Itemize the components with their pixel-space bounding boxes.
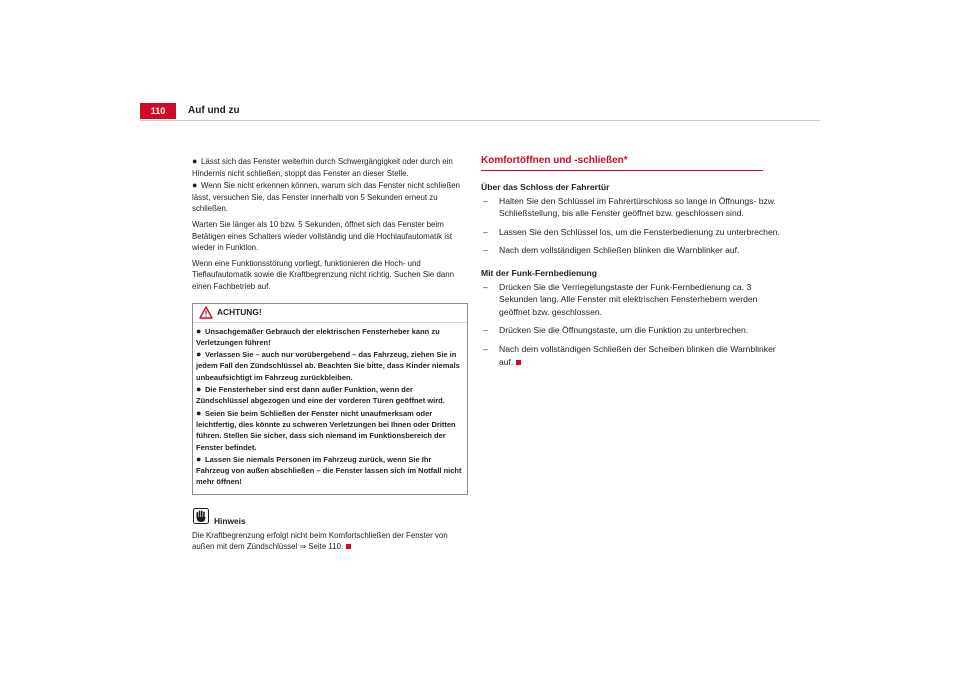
chapter-title: Auf und zu: [188, 105, 240, 116]
bullet-icon: ●: [196, 453, 202, 464]
note-hand-icon: [193, 508, 209, 524]
list-item: ● Unsachgemäßer Gebrauch der elektrischen Fensterheber kann zu Verletzungen führen!: [196, 325, 440, 347]
list-item: – Drücken Sie die Verriegelungstaste der Funk-Fernbedienung ca. 3 Sekunden lang. Alle Fenster mit elektrischen Fensterhebern werden geöffnet bzw. geschlossen.: [483, 281, 758, 317]
list-item: ● Wenn Sie nicht erkennen können, warum sich das Fenster nicht schließen lässt, versuchen Sie, das Fenster innerhalb von 5 Sekunden erneut zu schließen.: [192, 180, 461, 214]
list-item: – Drücken Sie die Öffnungstaste, um die Funktion zu unterbrechen.: [483, 325, 749, 336]
list-item: ● Verlassen Sie – auch nur vorübergehend – das Fahrzeug, ziehen Sie in jedem Fall den Zündschlüssel ab. Beachten Sie bitte, dass Kinder niemals unbeaufsichtigt im Fahrzeug zurückbleiben.: [196, 349, 460, 382]
page-number: 110: [140, 103, 176, 119]
paragraph: Wenn eine Funktionsstörung vorliegt, funktionieren die Hoch- und Tieflaufautomatik sowie die Kraftbegrenzung nicht richtig. Suchen Sie dann einen Fachbetrieb auf.: [192, 258, 455, 291]
bullet-icon: ●: [196, 325, 202, 336]
dash-icon: –: [483, 195, 488, 206]
section-end-mark: [346, 544, 351, 549]
left-column: [192, 156, 468, 553]
section-end-mark: [516, 360, 521, 365]
note-title: Hinweis: [214, 515, 246, 526]
dash-icon: –: [483, 226, 488, 237]
list-item: – Halten Sie den Schlüssel im Fahrertürschloss so lange in Öffnungs- bzw. Schließstellung, bis alle Fenster geöffnet bzw. geschlossen sind.: [483, 195, 776, 219]
note-text: Die Kraftbegrenzung erfolgt nicht beim Komfortschließen der Fenster von außen mit dem Zündschlüssel ⇒ Seite 110.: [192, 530, 448, 552]
list-item: – Nach dem vollständigen Schließen blinken die Warnblinker auf.: [483, 245, 740, 256]
list-item: – Lassen Sie den Schlüssel los, um die Fensterbedienung zu unterbrechen.: [483, 226, 780, 237]
dash-icon: –: [483, 343, 488, 354]
warning-triangle-icon: [199, 306, 213, 319]
right-column: [481, 154, 781, 374]
list-item: ● Seien Sie beim Schließen der Fenster nicht unaufmerksam oder leichtfertig, dies könnte zu schweren Verletzungen bei Ihnen oder Dritten führen. Stellen Sie sicher, dass sich niemand im Funktionsbereich der Fenster befindet.: [196, 407, 456, 452]
note-header: [192, 508, 468, 530]
bullet-icon: ●: [196, 349, 202, 360]
subheading: Über das Schloss der Fahrertür: [481, 182, 610, 192]
list-item: ● Die Fensterheber sind erst dann außer Funktion, wenn der Zündschlüssel abgezogen und eine der vorderen Türen geöffnet wird.: [196, 384, 445, 406]
dash-icon: –: [483, 325, 488, 336]
bullet-icon: ●: [196, 407, 202, 418]
warning-box: [192, 303, 468, 495]
list-item: – Nach dem vollständigen Schließen der Scheiben blinken die Warnblinker auf.: [483, 343, 776, 367]
page-header: [140, 102, 820, 121]
warning-title: ACHTUNG!: [217, 306, 262, 317]
bullet-icon: ●: [192, 156, 198, 166]
list-item: ● Lassen Sie niemals Personen im Fahrzeug zurück, wenn Sie Ihr Fahrzeug von außen abschließen – die Fenster lassen sich im Notfall nicht mehr öffnen!: [196, 453, 462, 487]
dash-icon: –: [483, 281, 488, 292]
dash-icon: –: [483, 245, 488, 256]
bullet-icon: ●: [196, 384, 202, 395]
section-title: Komfortöffnen und -schließen*: [481, 154, 763, 171]
list-item: ● Lässt sich das Fenster weiterhin durch Schwergängigkeit oder durch ein Hindernis nicht schließen, stoppt das Fenster an dieser Stelle.: [192, 156, 453, 178]
subheading: Mit der Funk-Fernbedienung: [481, 267, 598, 278]
paragraph: Warten Sie länger als 10 bzw. 5 Sekunden, öffnet sich das Fenster beim Betätigen eines Schalters wieder vollständig und die Hochlaufautomatik ist wieder in Funktion.: [192, 219, 453, 253]
bullet-icon: ●: [192, 180, 198, 191]
